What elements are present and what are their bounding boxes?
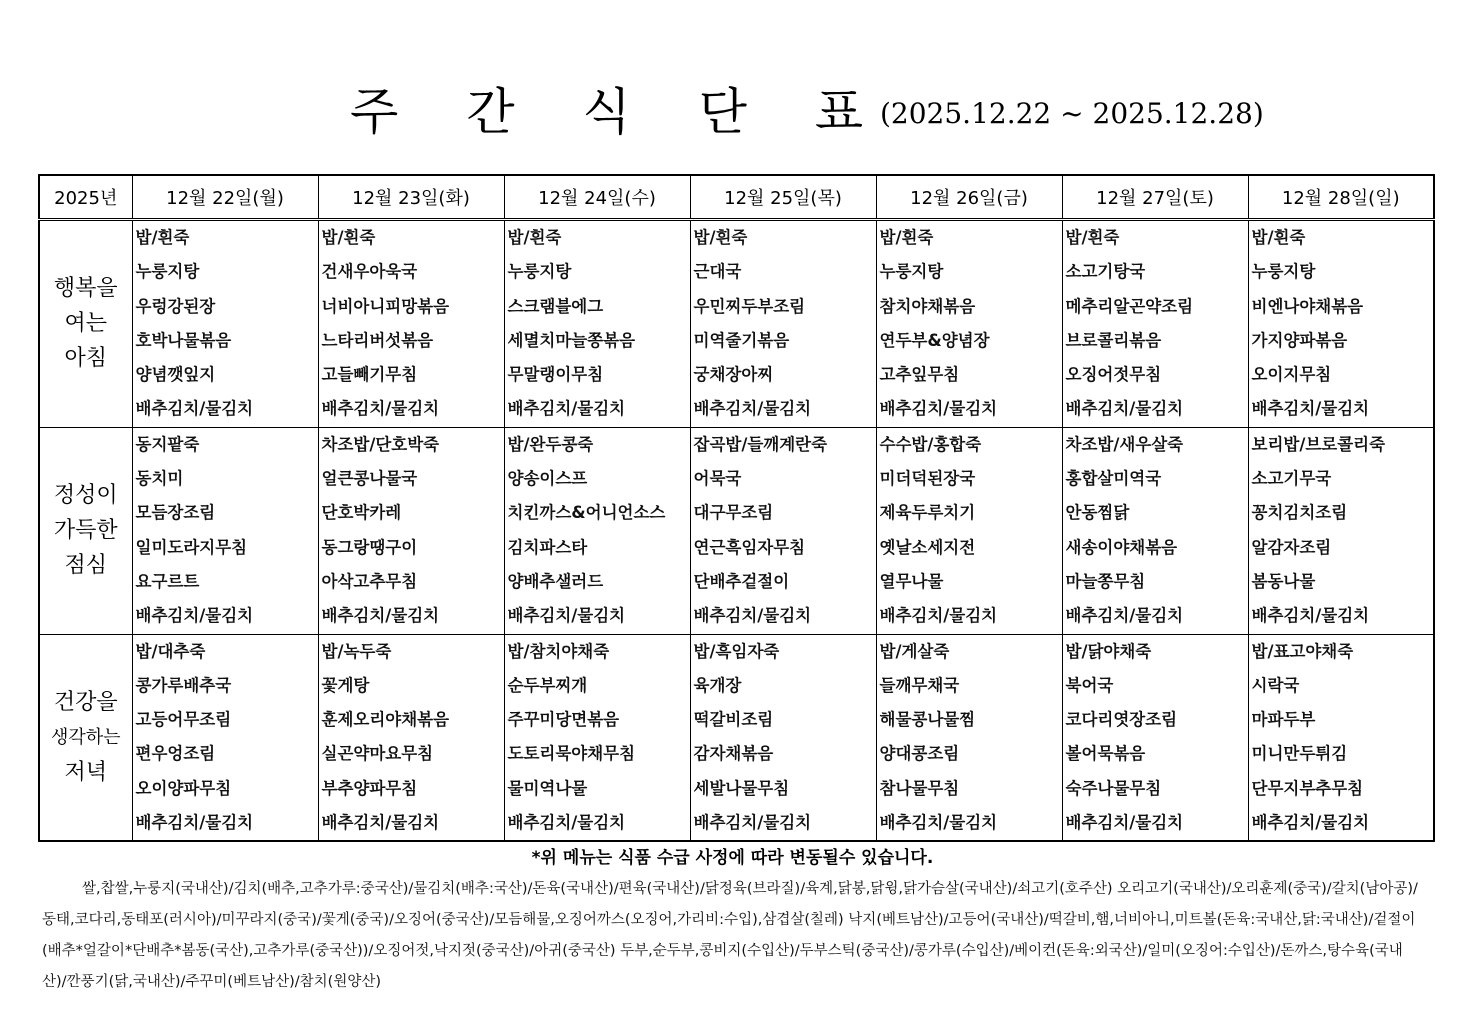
weekly-menu-table <box>38 174 1435 842</box>
menu-item: 단호박카레 <box>321 503 402 523</box>
menu-item: 잡곡밥/들깨계란죽 <box>693 434 828 454</box>
meal-label <box>39 634 132 841</box>
menu-item: 동그랑땡구이 <box>321 537 418 557</box>
menu-item: 미더덕된장국 <box>879 469 976 489</box>
menu-item: 오이지무침 <box>1251 365 1332 385</box>
menu-item: 배추김치/물김치 <box>321 606 440 626</box>
menu-item: 편우엉조림 <box>135 744 216 764</box>
menu-item: 김치파스타 <box>507 537 588 557</box>
meal-row <box>39 634 1434 841</box>
menu-cell <box>132 634 318 841</box>
menu-item: 스크램블에그 <box>507 296 604 316</box>
menu-cell <box>876 634 1062 841</box>
menu-item: 물미역나물 <box>507 778 588 798</box>
meal-label-line: 행복을 <box>53 276 118 302</box>
menu-item: 누룽지탕 <box>879 262 944 282</box>
day-header: 12월 26일(금) <box>876 175 1062 220</box>
menu-item: 배추김치/물김치 <box>135 399 254 419</box>
menu-item: 배추김치/물김치 <box>1065 399 1184 419</box>
menu-item: 고등어무조림 <box>135 710 232 730</box>
menu-item: 북어국 <box>1065 675 1114 695</box>
menu-item: 밥/흰죽 <box>135 228 190 247</box>
menu-item: 보리밥/브로콜리죽 <box>1251 434 1386 454</box>
menu-item: 양념깻잎지 <box>135 365 216 385</box>
menu-item: 세발나물무침 <box>693 778 790 798</box>
meal-label-line: 정성이 <box>53 483 118 509</box>
menu-item: 숙주나물무침 <box>1065 778 1162 798</box>
menu-item: 세멸치마늘쫑볶음 <box>507 330 636 350</box>
menu-item: 누룽지탕 <box>135 262 200 282</box>
menu-cell <box>318 427 504 634</box>
meal-label-line: 건강을 <box>53 689 118 715</box>
menu-item: 소고기무국 <box>1251 469 1332 489</box>
menu-item: 홍합살미역국 <box>1065 469 1162 489</box>
menu-item: 꽃게탕 <box>321 675 370 695</box>
menu-item: 봄동나물 <box>1251 571 1316 591</box>
meal-label <box>39 427 132 634</box>
menu-cell <box>1062 634 1248 841</box>
menu-item: 미역줄기볶음 <box>693 330 790 350</box>
menu-cell <box>876 220 1062 428</box>
day-header: 12월 27일(토) <box>1062 175 1248 220</box>
menu-item: 밥/흰죽 <box>879 228 934 247</box>
menu-item: 고들빼기무침 <box>321 365 418 385</box>
menu-cell <box>690 634 876 841</box>
menu-cell <box>132 220 318 428</box>
menu-item: 시락국 <box>1251 675 1300 695</box>
menu-item: 배추김치/물김치 <box>693 813 812 833</box>
menu-cell <box>690 427 876 634</box>
menu-item: 밥/게살죽 <box>879 641 950 661</box>
menu-item: 배추김치/물김치 <box>1251 606 1370 626</box>
menu-item: 배추김치/물김치 <box>321 399 440 419</box>
day-header: 12월 23일(화) <box>318 175 504 220</box>
menu-item: 알감자조림 <box>1251 537 1332 557</box>
menu-item: 밥/흰죽 <box>1065 228 1120 247</box>
menu-item: 호박나물볶음 <box>135 330 232 350</box>
menu-item: 배추김치/물김치 <box>879 813 998 833</box>
menu-cell <box>504 427 690 634</box>
menu-item: 육개장 <box>693 675 742 695</box>
menu-item: 옛날소세지전 <box>879 537 976 557</box>
menu-period: (2025.12.22 ~ 2025.12.28) <box>880 97 1264 130</box>
menu-item: 궁채장아찌 <box>693 365 774 385</box>
menu-item: 배추김치/물김치 <box>1065 606 1184 626</box>
menu-item: 너비아니피망볶음 <box>321 296 450 316</box>
menu-item: 밥/대추죽 <box>135 641 206 661</box>
menu-item: 밥/녹두죽 <box>321 641 392 661</box>
menu-item: 단무지부추무침 <box>1251 778 1364 798</box>
menu-item: 꽁치김치조림 <box>1251 503 1348 523</box>
menu-item: 수수밥/홍합죽 <box>879 434 982 454</box>
meal-row <box>39 220 1434 428</box>
day-header: 12월 22일(월) <box>132 175 318 220</box>
menu-item: 소고기탕국 <box>1065 262 1146 282</box>
menu-item: 마파두부 <box>1251 710 1316 730</box>
menu-item: 차조밥/단호박죽 <box>321 434 440 454</box>
menu-item: 브로콜리볶음 <box>1065 330 1162 350</box>
menu-item: 건새우아욱국 <box>321 262 418 282</box>
menu-item: 대구무조림 <box>693 503 774 523</box>
meal-label-line: 생각하는 <box>50 726 121 748</box>
menu-item: 마늘쫑무침 <box>1065 571 1146 591</box>
day-header: 12월 28일(일) <box>1248 175 1434 220</box>
menu-cell <box>1248 634 1434 841</box>
menu-item: 실곤약마요무침 <box>321 744 434 764</box>
day-header: 12월 24일(수) <box>504 175 690 220</box>
menu-item: 양송이스프 <box>507 469 588 489</box>
menu-item: 배추김치/물김치 <box>321 813 440 833</box>
menu-item: 배추김치/물김치 <box>1251 399 1370 419</box>
menu-item: 밥/흰죽 <box>1251 228 1306 247</box>
menu-item: 제육두루치기 <box>879 503 976 523</box>
menu-item: 배추김치/물김치 <box>693 399 812 419</box>
menu-item: 훈제오리야채볶음 <box>321 710 450 730</box>
menu-item: 배추김치/물김치 <box>879 399 998 419</box>
menu-cell <box>690 220 876 428</box>
menu-item: 열무나물 <box>879 571 944 591</box>
menu-item: 배추김치/물김치 <box>135 606 254 626</box>
menu-item: 연근흑임자무침 <box>693 537 806 557</box>
menu-item: 치킨까스&어니언소스 <box>507 503 666 523</box>
meal-label-line: 점심 <box>64 553 107 579</box>
menu-cell <box>876 427 1062 634</box>
menu-item: 배추김치/물김치 <box>135 813 254 833</box>
meal-label <box>39 220 132 428</box>
menu-item: 콩가루배추국 <box>135 675 232 695</box>
menu-item: 우렁강된장 <box>135 296 216 316</box>
menu-item: 아삭고추무침 <box>321 571 418 591</box>
menu-cell <box>1062 220 1248 428</box>
menu-item: 밥/흰죽 <box>693 228 748 247</box>
menu-item: 요구르트 <box>135 571 200 591</box>
origin-info: 쌀,찹쌀,누룽지(국내산)/김치(배추,고추가루:중국산)/물김치(배추:국산)/돈육(국내산)/편육(국내산)/닭정육(브라질)/육계,닭봉,닭윙,닭가슴살(국내산)/쇠고기(호주산) 오리고기(국내산)/오리훈제(중국)/갈치(남아공)/동태,코다리,동태포(러시아)/미꾸라지(중국)/꽃게(중국)/오징어(중국산)/모듬해물,오징어까스(오징어,가리비:수입),삼겹살(칠레) 낙지(베트남산)/고등어(국내산)/떡갈비,햄,너비아니,미트볼(돈육:국내산,닭:국내산)/겉절이(배추*얼갈이*단배추*봄동(국산),고추가루(중국산))/오징어젓,낙지젓(중국산)/아귀(중국산) 두부,순두부,콩비지(수입산)/두부스틱(중국산)/콩가루(수입산)/베이컨(돈육:외국산)/일미(오징어:수입산)/돈까스,탕수육(국내산)/깐풍기(닭,국내산)/주꾸미(베트남산)/참치(원양산) <box>42 881 1418 990</box>
menu-item: 가지양파볶음 <box>1251 330 1348 350</box>
menu-item: 순두부찌개 <box>507 675 588 695</box>
menu-cell <box>1248 427 1434 634</box>
menu-item: 떡갈비조림 <box>693 710 774 730</box>
menu-cell <box>132 427 318 634</box>
menu-item: 단배추겉절이 <box>693 571 790 591</box>
menu-item: 비엔나야채볶음 <box>1251 296 1364 316</box>
menu-item: 양대콩조림 <box>879 744 960 764</box>
menu-item: 밥/흰죽 <box>507 228 562 247</box>
menu-item: 참치야채볶음 <box>879 296 976 316</box>
menu-item: 밥/참치야채죽 <box>507 641 610 661</box>
menu-item: 감자채볶음 <box>693 744 774 764</box>
menu-item: 모듬장조림 <box>135 503 216 523</box>
menu-item: 양배추샐러드 <box>507 571 604 591</box>
meal-row <box>39 427 1434 634</box>
menu-item: 미니만두튀김 <box>1251 744 1348 764</box>
menu-item: 무말랭이무침 <box>507 365 604 385</box>
menu-change-notice: *위 메뉴는 식품 수급 사정에 따라 변동될수 있습니다. <box>531 848 934 868</box>
menu-item: 배추김치/물김치 <box>507 399 626 419</box>
menu-item: 오징어젓무침 <box>1065 365 1162 385</box>
menu-item: 근대국 <box>693 262 742 282</box>
menu-item: 배추김치/물김치 <box>1251 813 1370 833</box>
menu-item: 새송이야채볶음 <box>1065 537 1178 557</box>
meal-label-line: 여는 <box>64 311 107 337</box>
menu-cell <box>504 220 690 428</box>
menu-item: 부추양파무침 <box>321 778 418 798</box>
menu-item: 배추김치/물김치 <box>507 813 626 833</box>
day-header: 12월 25일(목) <box>690 175 876 220</box>
menu-item: 일미도라지무침 <box>135 537 248 557</box>
menu-item: 코다리엿장조림 <box>1065 710 1178 730</box>
menu-item: 메추리알곤약조림 <box>1065 296 1194 316</box>
menu-item: 어묵국 <box>693 469 742 489</box>
menu-item: 우민찌두부조림 <box>693 296 806 316</box>
header-row <box>39 175 1434 220</box>
menu-item: 밥/흑임자죽 <box>693 641 780 661</box>
meal-label-line: 아침 <box>64 346 107 372</box>
menu-item: 주꾸미당면볶음 <box>507 710 620 730</box>
menu-cell <box>318 220 504 428</box>
menu-item: 동지팥죽 <box>135 434 200 454</box>
menu-item: 배추김치/물김치 <box>879 606 998 626</box>
menu-item: 밥/완두콩죽 <box>507 434 594 454</box>
menu-item: 밥/표고야채죽 <box>1251 641 1354 661</box>
menu-item: 해물콩나물찜 <box>879 710 976 730</box>
menu-item: 얼큰콩나물국 <box>321 469 418 489</box>
year-header: 2025년 <box>39 175 132 220</box>
meal-label-line: 저녁 <box>64 759 107 785</box>
menu-item: 차조밥/새우살죽 <box>1065 434 1184 454</box>
menu-cell <box>1062 427 1248 634</box>
menu-item: 밥/닭야채죽 <box>1065 641 1152 661</box>
menu-item: 안동찜닭 <box>1065 503 1130 523</box>
menu-item: 연두부&양념장 <box>879 330 990 350</box>
meal-label-line: 가득한 <box>53 518 118 544</box>
menu-cell <box>318 634 504 841</box>
menu-item: 오이양파무침 <box>135 778 232 798</box>
menu-item: 누룽지탕 <box>1251 262 1316 282</box>
menu-item: 들깨무채국 <box>879 675 960 695</box>
menu-item: 볼어묵볶음 <box>1065 744 1146 764</box>
menu-item: 누룽지탕 <box>507 262 572 282</box>
menu-item: 느타리버섯볶음 <box>321 330 434 350</box>
menu-item: 밥/흰죽 <box>321 228 376 247</box>
menu-item: 도토리묵야채무침 <box>507 744 636 764</box>
menu-cell <box>504 634 690 841</box>
page-title: 주 간 식 단 표 <box>350 83 890 141</box>
menu-item: 배추김치/물김치 <box>1065 813 1184 833</box>
menu-item: 동치미 <box>135 469 184 489</box>
menu-item: 참나물무침 <box>879 778 960 798</box>
menu-cell <box>1248 220 1434 428</box>
menu-item: 고추잎무침 <box>879 365 960 385</box>
menu-item: 배추김치/물김치 <box>507 606 626 626</box>
menu-item: 배추김치/물김치 <box>693 606 812 626</box>
